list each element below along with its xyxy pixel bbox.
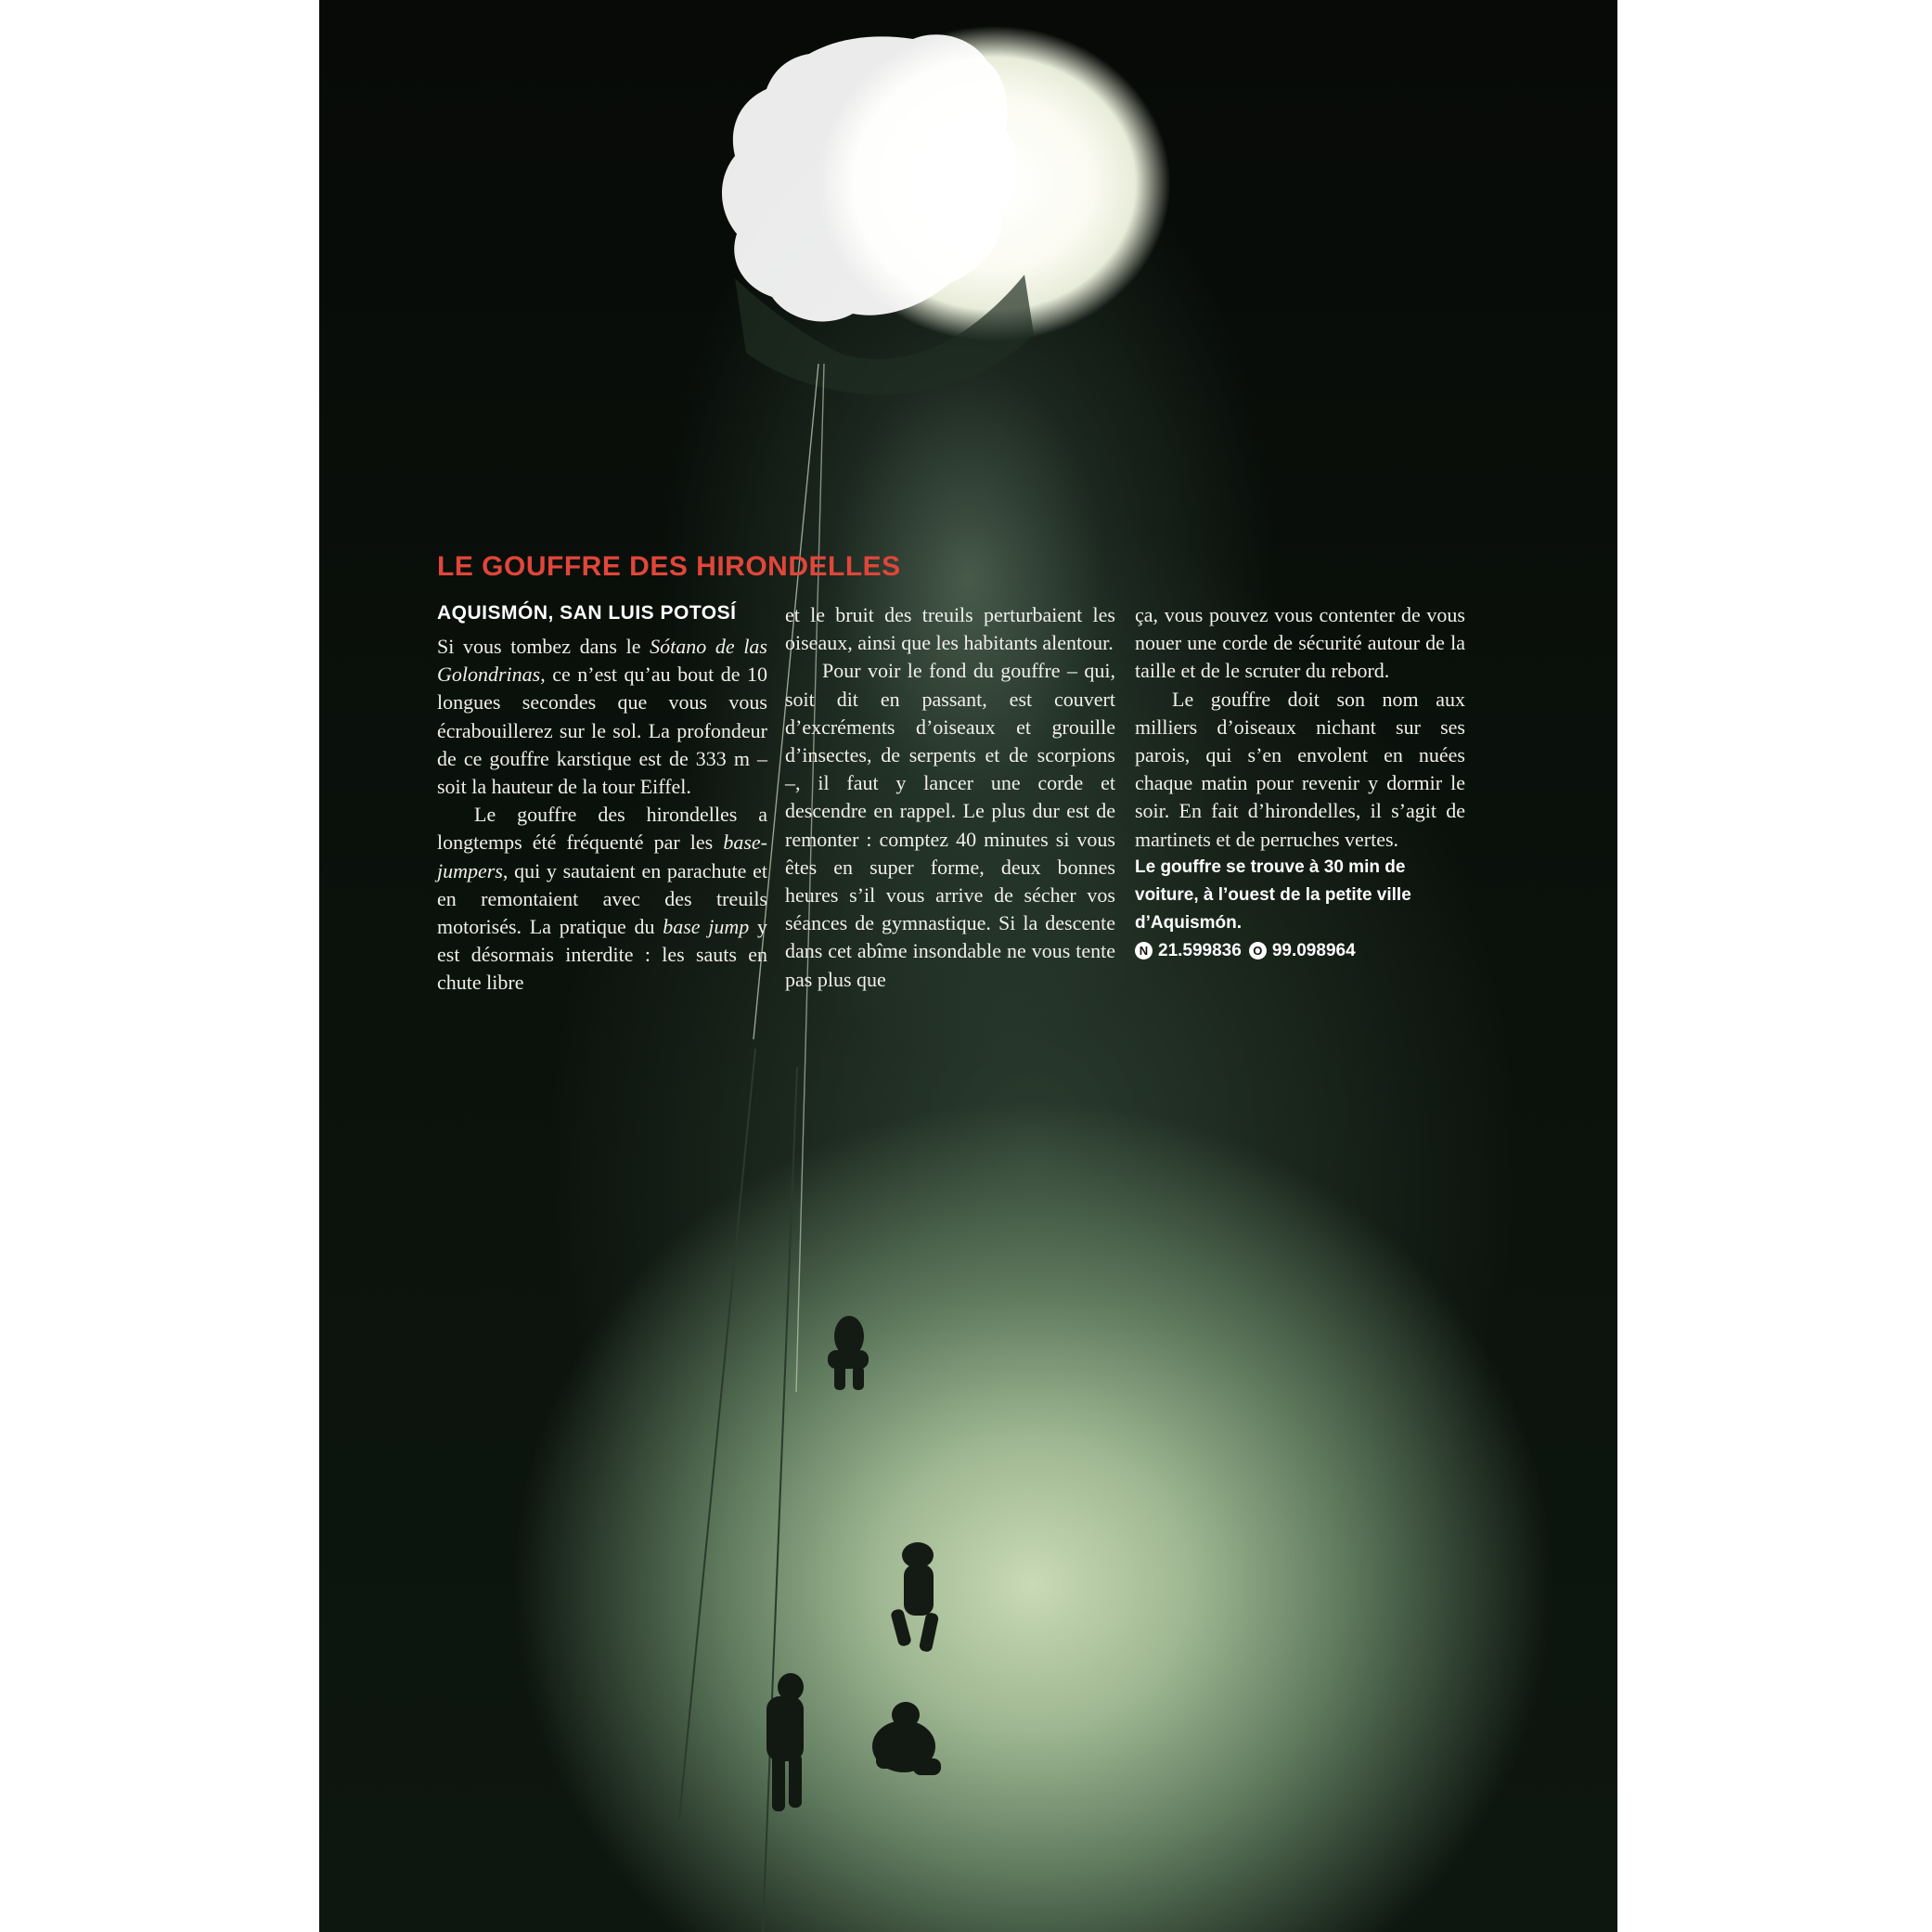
gps-coordinates — [1135, 937, 1465, 965]
text-run: y est désormais interdite : les sauts en chute libre — [437, 915, 768, 995]
text-column-3 — [1135, 601, 1465, 965]
text-run: Si vous tombez dans le — [437, 635, 650, 658]
text-run: , qui y sautaient en parachute et en remontaient avec des treuils motorisés. La pratique du — [437, 858, 767, 939]
west-badge-icon: O — [1249, 942, 1267, 960]
location-subheading: AQUISMÓN, SAN LUIS POTOSÍ — [437, 602, 737, 624]
paragraph-3-continued: ça, vous pouvez vous contenter de vous nouer une corde de sécurité autour de la taille et de le scruter du rebord. — [1135, 603, 1465, 683]
practical-info — [1135, 854, 1465, 965]
paragraph-1 — [437, 633, 767, 801]
text-column-1 — [437, 601, 767, 998]
climber-silhouette — [890, 1542, 939, 1653]
climber-silhouette — [872, 1702, 941, 1775]
sky-opening — [722, 34, 1018, 321]
info-text: Le gouffre se trouve à 30 min de voiture, à l’ouest de la petite ville d’Aquismón. — [1135, 857, 1411, 933]
magazine-page — [319, 0, 1617, 1932]
paragraph-4: Le gouffre doit son nom aux milliers d’oiseaux nichant sur ses parois, qui s’en envolent en nuées chaque matin pour revenir y dormir le soir. En fait d’hirondelles, il s’agit de martinets et de perruches vertes. — [1135, 687, 1465, 851]
text-run: Le gouffre des hirondelles a longtemps été fréquenté par les — [437, 803, 767, 855]
paragraph-2 — [437, 801, 767, 997]
latitude-value: 21.599836 — [1158, 940, 1242, 960]
paragraph-2-continued: et le bruit des treuils perturbaient les oiseaux, ainsi que les habitants alentour. — [785, 603, 1115, 655]
rope — [679, 1049, 755, 1819]
north-badge-icon: N — [1135, 942, 1153, 960]
italic-term: base jump — [663, 915, 750, 939]
longitude-value: 99.098964 — [1271, 940, 1356, 960]
text-run: , ce n’est qu’au bout de 10 longues secondes que vous vous écrabouillerez sur le sol. La profondeur de ce gouffre karstique est de 333 m – soit la hauteur de la tour Eiffel. — [437, 663, 767, 799]
italic-place-name: Sótano de las Golondrinas — [437, 635, 767, 687]
text-column-2 — [785, 601, 1115, 994]
climber-silhouette — [828, 1316, 869, 1390]
article-title: LE GOUFFRE DES HIRONDELLES — [437, 551, 901, 582]
paragraph-3: Pour voir le fond du gouffre – qui, soit dit en passant, est couvert d’excréments d’oiseaux et grouille d’insectes, de serpents et de scorpions –, il faut y lancer une corde et descendre en rappel. Le plus dur est de remonter : comptez 40 minutes si vous êtes en super forme, deux bonnes heures s’il vous arrive de sécher vos séances de gymnastique. Si la descente dans cet abîme insondable ne vous tente pas plus que — [785, 659, 1115, 991]
italic-term: base-jumpers — [437, 831, 767, 882]
